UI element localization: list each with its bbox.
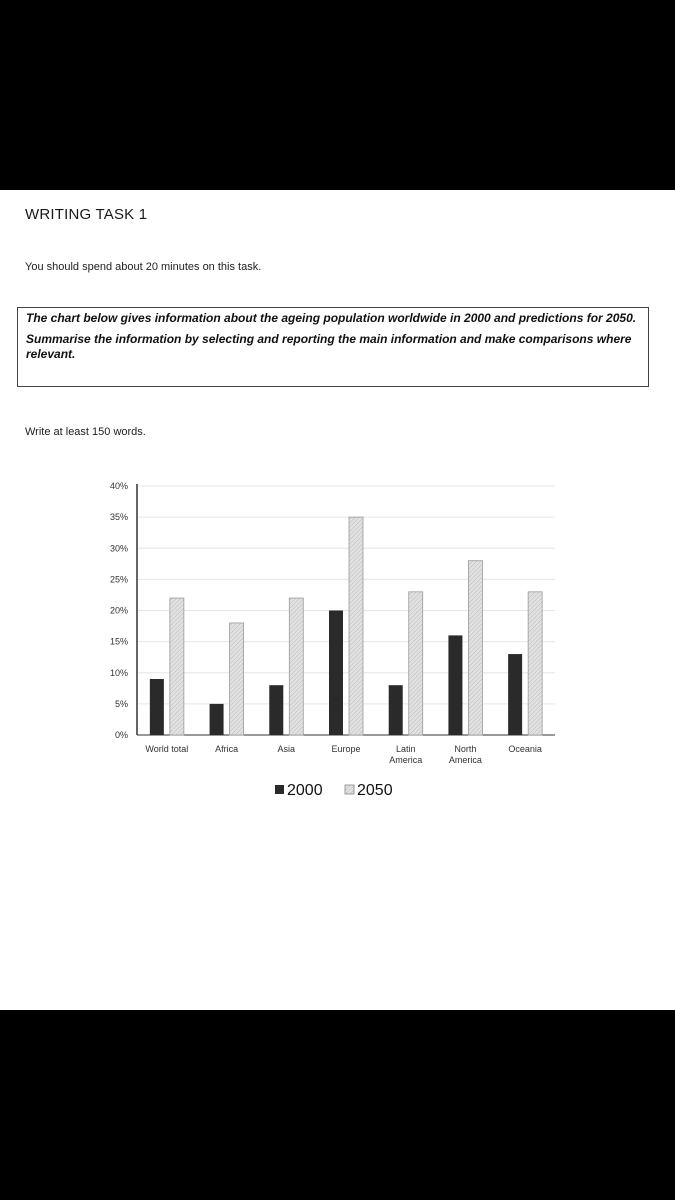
task-intro: You should spend about 20 minutes on this task.: [25, 261, 262, 273]
ageing-population-chart: [95, 285, 575, 799]
bar-2050-6: [528, 592, 542, 735]
bar-2000-1: [210, 704, 224, 735]
x-tick-label: Oceania: [508, 744, 542, 754]
y-tick-label: 30%: [109, 543, 128, 554]
legend-swatch-2050: [345, 785, 354, 794]
task-prompt-line1: The chart below gives information about the ageing population worldwide in 2000 and predictions for 2050.: [26, 311, 637, 325]
legend-label-2000: 2000: [287, 782, 323, 799]
task-prompt-line2: Summarise the information by selecting and reporting the main information and make comparisons where relevant.: [26, 332, 632, 361]
y-tick-label: 10%: [109, 667, 128, 678]
x-tick-label: America: [389, 755, 423, 765]
x-tick-label: North: [454, 744, 477, 754]
x-tick-label: Europe: [331, 744, 361, 754]
bar-2000-0: [150, 679, 164, 735]
min-words-instruction: Write at least 150 words.: [25, 426, 146, 438]
bar-2050-4: [409, 592, 423, 735]
task-title: WRITING TASK 1: [25, 206, 148, 223]
x-tick-label: America: [448, 755, 482, 765]
legend-label-2050: 2050: [357, 782, 393, 799]
bar-2000-5: [448, 635, 462, 735]
bar-2000-3: [329, 611, 343, 736]
bar-2000-2: [269, 685, 283, 735]
y-tick-label: 5%: [114, 698, 128, 709]
y-tick-label: 40%: [109, 481, 128, 491]
x-tick-label: Africa: [215, 744, 239, 754]
bar-2050-1: [230, 623, 244, 735]
y-tick-label: 15%: [109, 636, 128, 647]
bar-2050-5: [468, 561, 482, 735]
bar-2050-0: [170, 598, 184, 735]
legend-swatch-2000: [275, 785, 284, 794]
bar-2000-6: [508, 654, 522, 735]
y-tick-label: 0%: [114, 730, 128, 740]
y-tick-label: 25%: [109, 574, 128, 585]
x-tick-label: Asia: [277, 744, 296, 754]
bar-2050-3: [349, 517, 363, 735]
x-tick-label: Latin: [395, 744, 416, 754]
x-tick-label: World total: [145, 744, 189, 754]
y-tick-label: 35%: [109, 512, 128, 523]
bar-2050-2: [289, 598, 303, 735]
y-tick-label: 20%: [109, 605, 128, 616]
bar-2000-4: [389, 685, 403, 735]
